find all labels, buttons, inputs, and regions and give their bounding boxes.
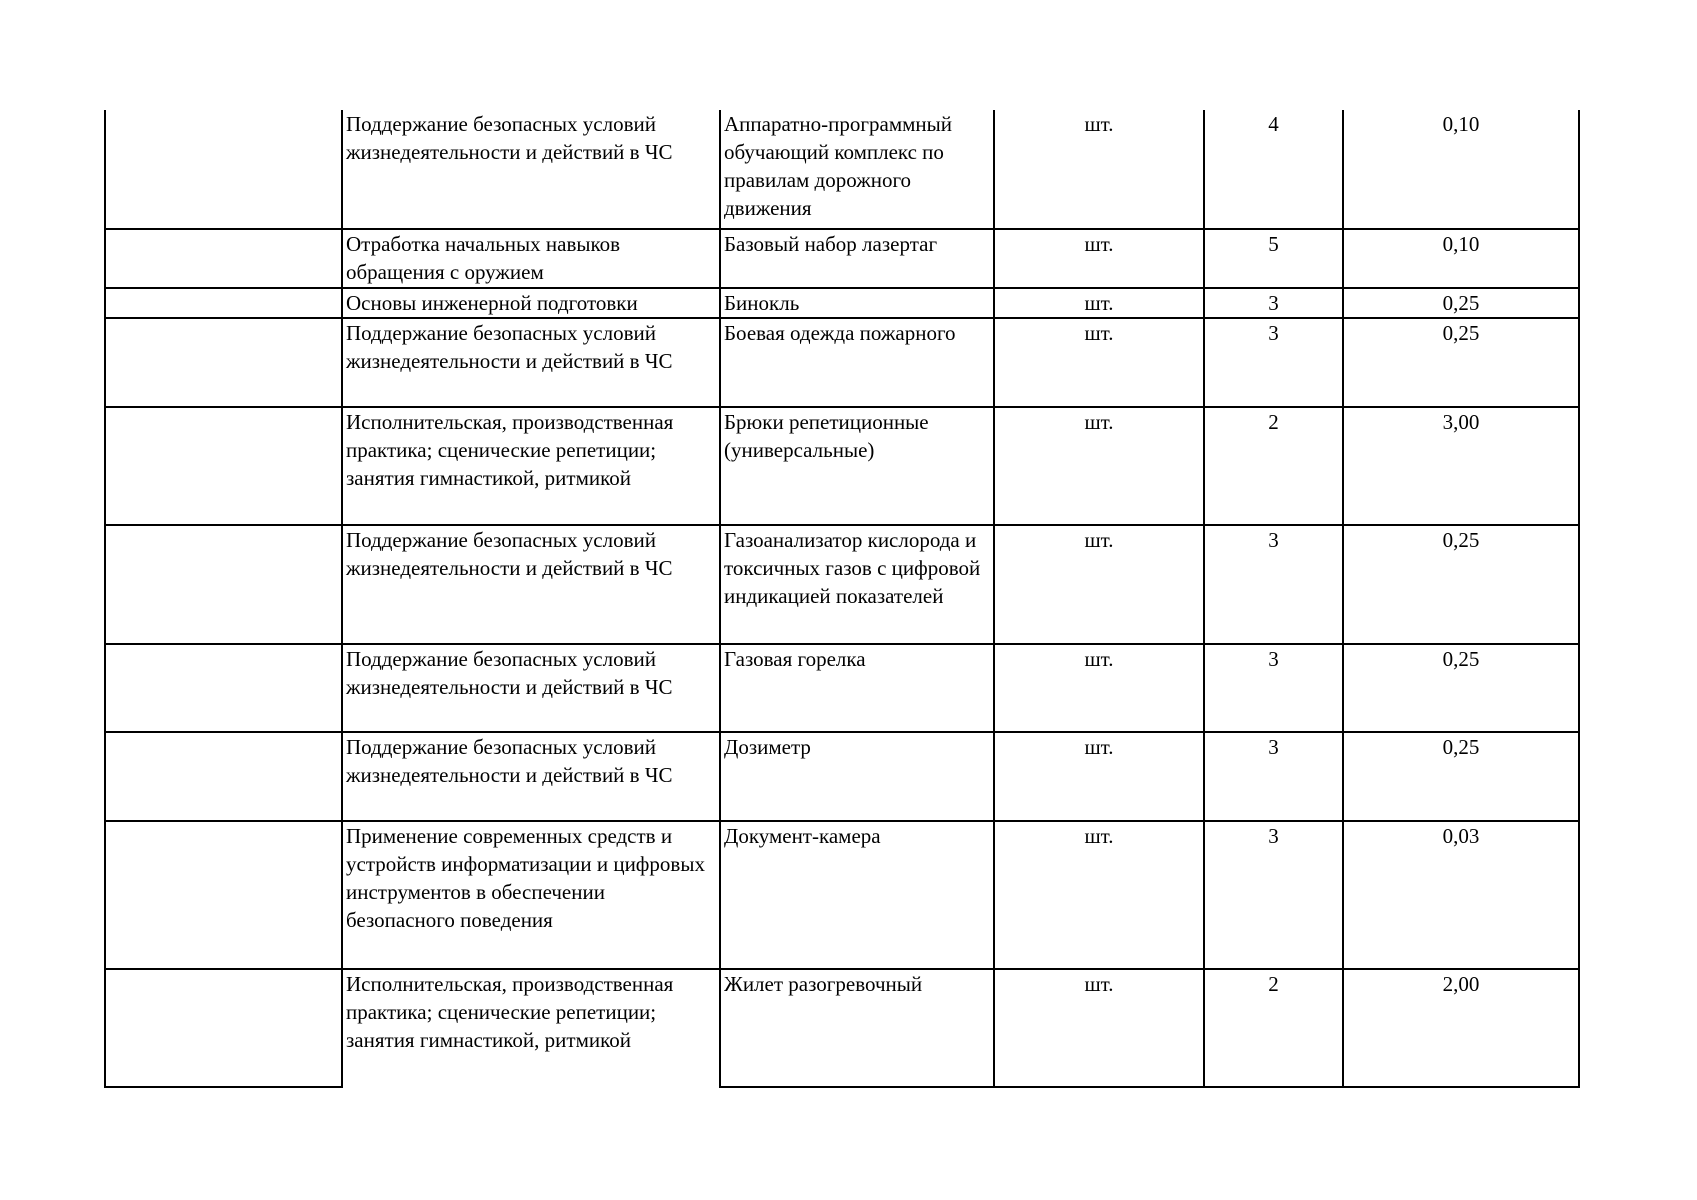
activity-cell: Исполнительская, производственная практика; сценические репетиции; занятия гимнастикой, ритмикой bbox=[342, 407, 720, 525]
quantity-cell: 3 bbox=[1204, 318, 1343, 407]
norm-cell: 0,25 bbox=[1343, 732, 1579, 821]
table-cell-empty bbox=[105, 318, 342, 407]
table-row bbox=[105, 644, 1579, 732]
activity-cell: Поддержание безопасных условий жизнедеятельности и действий в ЧС bbox=[342, 525, 720, 644]
norm-cell: 0,10 bbox=[1343, 229, 1579, 288]
item-cell: Боевая одежда пожарного bbox=[720, 318, 994, 407]
activity-cell: Поддержание безопасных условий жизнедеятельности и действий в ЧС bbox=[342, 732, 720, 821]
table-cell-empty bbox=[105, 969, 342, 1087]
activity-cell: Отработка начальных навыков обращения с оружием bbox=[342, 229, 720, 288]
unit-cell: шт. bbox=[994, 644, 1204, 732]
quantity-cell: 2 bbox=[1204, 407, 1343, 525]
norm-cell: 0,25 bbox=[1343, 318, 1579, 407]
unit-cell: шт. bbox=[994, 318, 1204, 407]
norm-cell: 0,03 bbox=[1343, 821, 1579, 969]
quantity-cell: 3 bbox=[1204, 821, 1343, 969]
norm-cell: 2,00 bbox=[1343, 969, 1579, 1087]
unit-cell: шт. bbox=[994, 525, 1204, 644]
quantity-cell: 3 bbox=[1204, 644, 1343, 732]
item-cell: Газовая горелка bbox=[720, 644, 994, 732]
item-cell: Жилет разогревочный bbox=[720, 969, 994, 1087]
table-cell-empty bbox=[105, 407, 342, 525]
table-row bbox=[105, 318, 1579, 407]
item-cell: Дозиметр bbox=[720, 732, 994, 821]
activity-cell: Поддержание безопасных условий жизнедеятельности и действий в ЧС bbox=[342, 644, 720, 732]
activity-cell: Основы инженерной подготовки bbox=[342, 288, 720, 318]
table-cell-empty bbox=[105, 288, 342, 318]
norm-cell: 0,10 bbox=[1343, 110, 1579, 229]
table-cell-empty bbox=[105, 644, 342, 732]
activity-cell: Поддержание безопасных условий жизнедеятельности и действий в ЧС bbox=[342, 110, 720, 229]
unit-cell: шт. bbox=[994, 229, 1204, 288]
table-cell-empty bbox=[105, 525, 342, 644]
table-row bbox=[105, 969, 1579, 1087]
norm-cell: 0,25 bbox=[1343, 525, 1579, 644]
activity-cell: Исполнительская, производственная практика; сценические репетиции; занятия гимнастикой, ритмикой bbox=[342, 969, 720, 1087]
item-cell: Брюки репетиционные (универсальные) bbox=[720, 407, 994, 525]
item-cell: Документ-камера bbox=[720, 821, 994, 969]
unit-cell: шт. bbox=[994, 969, 1204, 1087]
unit-cell: шт. bbox=[994, 110, 1204, 229]
quantity-cell: 3 bbox=[1204, 288, 1343, 318]
unit-cell: шт. bbox=[994, 288, 1204, 318]
quantity-cell: 3 bbox=[1204, 732, 1343, 821]
table-cell-empty bbox=[105, 821, 342, 969]
table-cell-empty bbox=[105, 110, 342, 229]
activity-cell: Применение современных средств и устройств информатизации и цифровых инструментов в обеспечении безопасного поведения bbox=[342, 821, 720, 969]
table-row bbox=[105, 525, 1579, 644]
quantity-cell: 2 bbox=[1204, 969, 1343, 1087]
equipment-table bbox=[104, 110, 1580, 1088]
table-row bbox=[105, 229, 1579, 288]
quantity-cell: 3 bbox=[1204, 525, 1343, 644]
quantity-cell: 4 bbox=[1204, 110, 1343, 229]
unit-cell: шт. bbox=[994, 732, 1204, 821]
table-row bbox=[105, 407, 1579, 525]
item-cell: Аппаратно-программный обучающий комплекс по правилам дорожного движения bbox=[720, 110, 994, 229]
table-row bbox=[105, 821, 1579, 969]
item-cell: Бинокль bbox=[720, 288, 994, 318]
activity-cell: Поддержание безопасных условий жизнедеятельности и действий в ЧС bbox=[342, 318, 720, 407]
table-row bbox=[105, 110, 1579, 229]
table-cell-empty bbox=[105, 732, 342, 821]
table-row bbox=[105, 732, 1579, 821]
quantity-cell: 5 bbox=[1204, 229, 1343, 288]
unit-cell: шт. bbox=[994, 407, 1204, 525]
item-cell: Газоанализатор кислорода и токсичных газов с цифровой индикацией показателей bbox=[720, 525, 994, 644]
table-row bbox=[105, 288, 1579, 318]
item-cell: Базовый набор лазертаг bbox=[720, 229, 994, 288]
norm-cell: 3,00 bbox=[1343, 407, 1579, 525]
table-cell-empty bbox=[105, 229, 342, 288]
norm-cell: 0,25 bbox=[1343, 288, 1579, 318]
norm-cell: 0,25 bbox=[1343, 644, 1579, 732]
unit-cell: шт. bbox=[994, 821, 1204, 969]
